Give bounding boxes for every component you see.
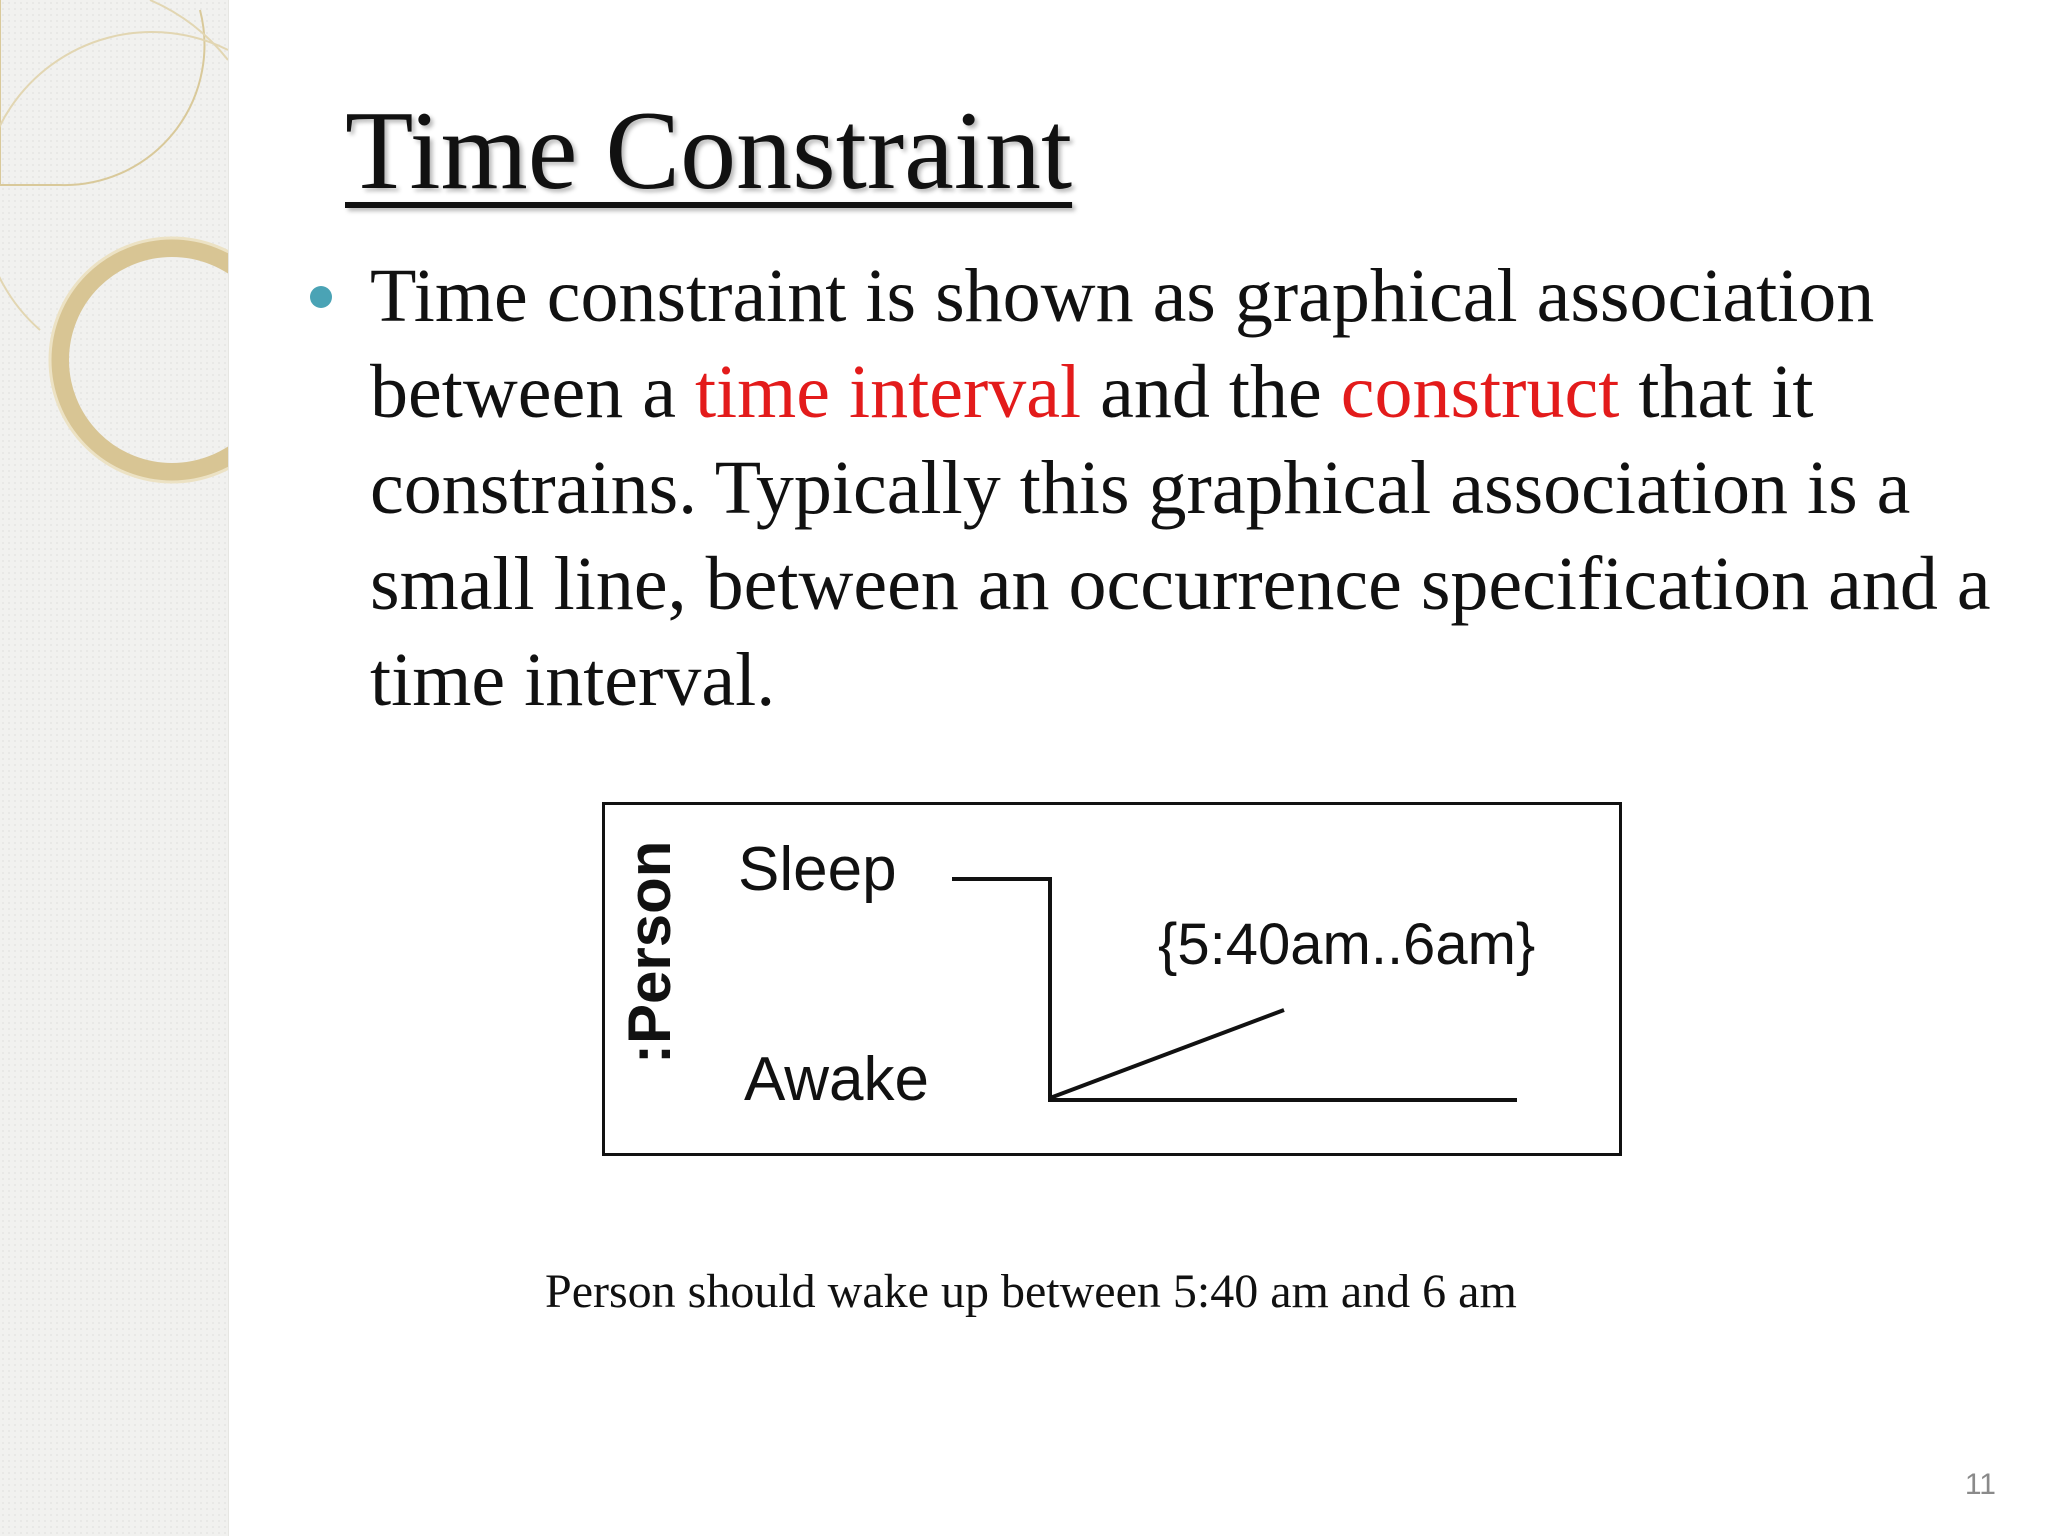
bullet-text-2: and the	[1081, 350, 1341, 434]
decorative-side-panel	[0, 0, 229, 1536]
decor-ring-thick	[60, 248, 228, 472]
diagram-caption: Person should wake up between 5:40 am and 6 am	[545, 1265, 1517, 1318]
time-constraint-label: {5:40am..6am}	[1158, 912, 1536, 977]
page-number: 11	[1964, 1468, 1996, 1501]
bullet-text-1: Time constraint is shown as graphical association between a	[370, 254, 1875, 434]
decor-arc-corner	[150, 0, 228, 60]
bullet-item	[310, 248, 2010, 728]
slide-title: Time Constraint	[345, 89, 1073, 213]
bullet-dot-icon	[310, 286, 332, 308]
bullet-list	[310, 248, 2010, 728]
decorative-rings	[0, 0, 228, 520]
timing-diagram	[602, 802, 1622, 1156]
lifeline-label: :Person	[616, 840, 683, 1064]
decor-arc-mid	[0, 32, 228, 330]
highlight-construct: construct	[1340, 350, 1620, 434]
state-sleep-label: Sleep	[738, 835, 897, 904]
highlight-time-interval: time interval	[694, 350, 1082, 434]
decor-ring-highlight	[50, 238, 228, 482]
decor-arc-top	[0, 10, 204, 185]
state-awake-label: Awake	[744, 1045, 929, 1114]
bullet-text-3: that it constrains. Typically this graphical association is a small line, between an occurrence specification and a time interval.	[370, 350, 1991, 722]
